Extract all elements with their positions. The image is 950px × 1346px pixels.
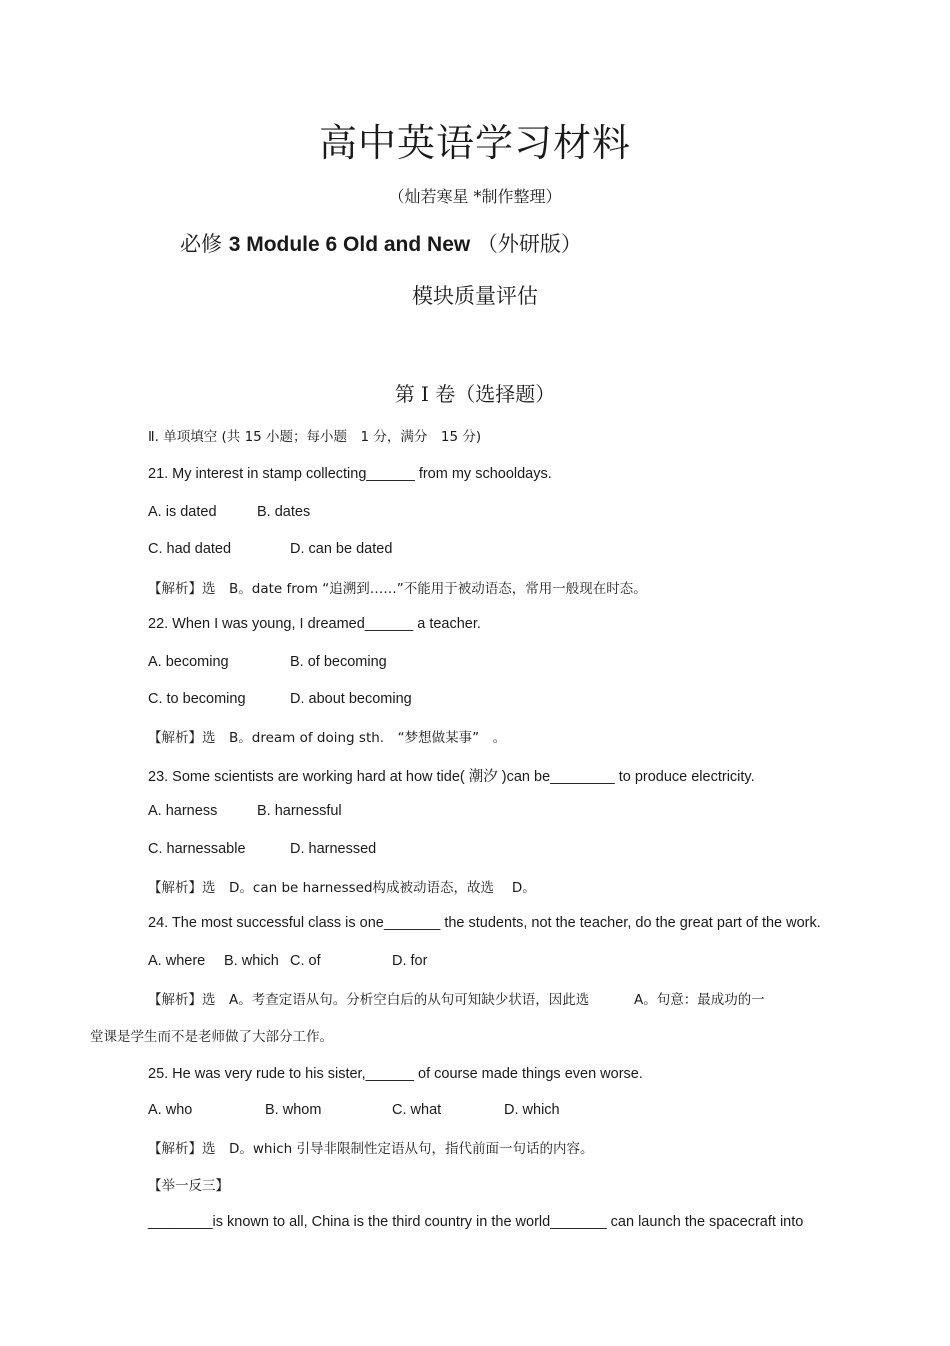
question-24-analysis-line-2: 堂课是学生而不是老师做了大部分工作。 (90, 1029, 333, 1045)
question-24-option-a: A. where (148, 953, 206, 969)
question-25-option-a: A. who (148, 1102, 193, 1118)
question-23-option-b: B. harnessful (257, 803, 342, 819)
question-23-option-d: D. harnessed (290, 841, 377, 857)
question-24-analysis-line-1: 【解析】选 A。考查定语从句。分析空白后的从句可知缺少状语，因此选 A。句意：最成功的一 (148, 992, 765, 1008)
question-23-option-a: A. harness (148, 803, 218, 819)
extension-text: ________is known to all, China is the third country in the world_______ can launch the spacecraft into (148, 1214, 804, 1230)
question-24-option-b: B. which (224, 953, 279, 969)
question-25-option-b: B. whom (265, 1102, 322, 1118)
question-25-option-d: D. which (504, 1102, 560, 1118)
module-title: 3 Module 6 Old and New (228, 233, 471, 256)
assessment-heading: 模块质量评估 (412, 284, 538, 308)
question-25-option-c: C. what (392, 1102, 442, 1118)
question-22-option-d: D. about becoming (290, 691, 412, 707)
module-edition: （外研版） (476, 232, 582, 256)
question-21-stem: 21. My interest in stamp collecting______ from my schooldays. (148, 466, 552, 482)
question-23-option-c: C. harnessable (148, 841, 246, 857)
module-heading (180, 228, 582, 258)
document-title: 高中英语学习材料 (318, 121, 631, 165)
question-21-analysis: 【解析】选 B。date from “追溯到……”不能用于被动语态，常用一般现在时态。 (148, 581, 647, 597)
question-21-option-d: D. can be dated (290, 541, 393, 557)
extension-label: 【举一反三】 (148, 1178, 229, 1194)
question-21-option-a: A. is dated (148, 504, 217, 520)
question-25-stem: 25. He was very rude to his sister,______ of course made things even worse. (148, 1066, 643, 1082)
question-23-analysis: 【解析】选 D。can be harnessed构成被动语态，故选 D。 (148, 880, 536, 896)
document-subtitle: （灿若寒星 *制作整理） (388, 187, 562, 206)
question-25-analysis: 【解析】选 D。which 引导非限制性定语从句，指代前面一句话的内容。 (148, 1141, 594, 1157)
question-22-option-c: C. to becoming (148, 691, 246, 707)
question-22-analysis: 【解析】选 B。dream of doing sth. “梦想做某事” 。 (148, 730, 507, 746)
section-instruction: Ⅱ. 单项填空 (共 15 小题；每小题 1 分，满分 15 分) (148, 429, 482, 445)
question-21-option-c: C. had dated (148, 541, 232, 557)
question-21-option-b: B. dates (257, 504, 311, 520)
question-22-option-b: B. of becoming (290, 654, 387, 670)
question-22-option-a: A. becoming (148, 654, 229, 670)
module-prefix: 必修 (180, 232, 222, 256)
question-23-stem: 23. Some scientists are working hard at how tide( 潮汐 )can be________ to produce electricity. (148, 769, 755, 785)
volume-heading: 第 I 卷（选择题） (394, 382, 556, 406)
question-24-option-c: C. of (290, 953, 321, 969)
question-24-stem: 24. The most successful class is one_______ the students, not the teacher, do the great part of the work. (148, 915, 821, 931)
question-22-stem: 22. When I was young, I dreamed______ a teacher. (148, 616, 481, 632)
question-24-option-d: D. for (392, 953, 428, 969)
